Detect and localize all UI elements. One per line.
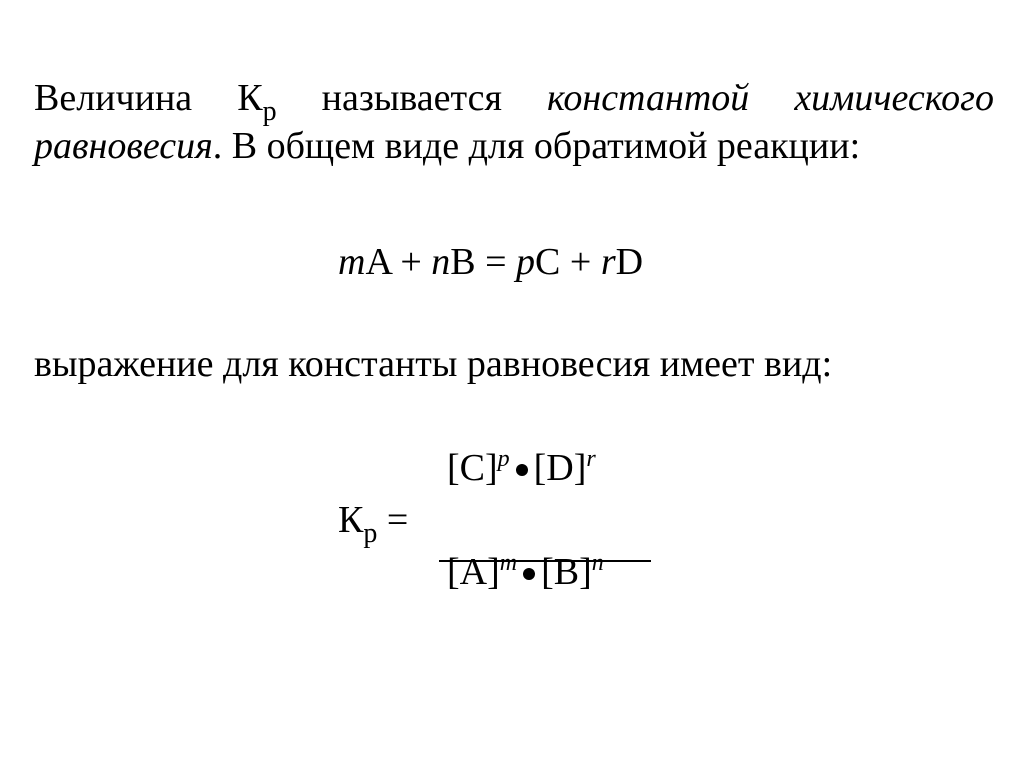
coef-p: p (516, 241, 536, 283)
conc-d: [D] (533, 447, 587, 489)
conc-b: [B] (541, 551, 592, 593)
kp-subscript: р (262, 96, 277, 127)
kp-main: К (237, 77, 263, 119)
term-khimicheskogo: химического (794, 77, 994, 119)
plus-sign: + (560, 241, 601, 283)
term-ravnovesiya: равновесия (34, 125, 213, 167)
kp-symbol (237, 76, 277, 127)
kp-main: К (338, 499, 364, 541)
bullet-dot-icon (523, 568, 535, 580)
formula-numerator (447, 446, 596, 495)
coef-n: n (431, 241, 451, 283)
plus-sign: + (390, 241, 432, 283)
equals-sign: = (475, 241, 517, 283)
paragraph-1-line-2 (34, 124, 860, 168)
conc-c: [C] (447, 447, 498, 489)
reaction-equation (338, 240, 643, 284)
exp-m: m (499, 550, 518, 576)
reagent-b: B (450, 241, 476, 283)
paragraph-2 (34, 342, 832, 386)
conc-a: [A] (447, 551, 500, 593)
term-konstantoy: константой (547, 77, 750, 119)
exp-n: n (591, 550, 604, 576)
equals-sign: = (377, 499, 409, 541)
product-c: C (535, 241, 561, 283)
paragraph-1-line-1 (34, 76, 994, 127)
product-d: D (615, 241, 644, 283)
formula-lhs (338, 498, 409, 549)
formula-denominator (447, 550, 604, 599)
kp-subscript: р (363, 518, 378, 549)
paragraph-1-rest: . В общем виде для обратимой реакции: (212, 125, 861, 167)
coef-r: r (600, 241, 616, 283)
word-velichina: Величина (34, 77, 193, 119)
coef-m: m (338, 241, 366, 283)
word-nazyvaetsya: называется (321, 77, 502, 119)
bullet-dot-icon (516, 464, 528, 476)
reagent-a: A (365, 241, 391, 283)
exp-r: r (586, 446, 596, 472)
paragraph-2-text: выражение для константы равновесия имеет вид: (34, 343, 833, 385)
exp-p: p (497, 446, 510, 472)
